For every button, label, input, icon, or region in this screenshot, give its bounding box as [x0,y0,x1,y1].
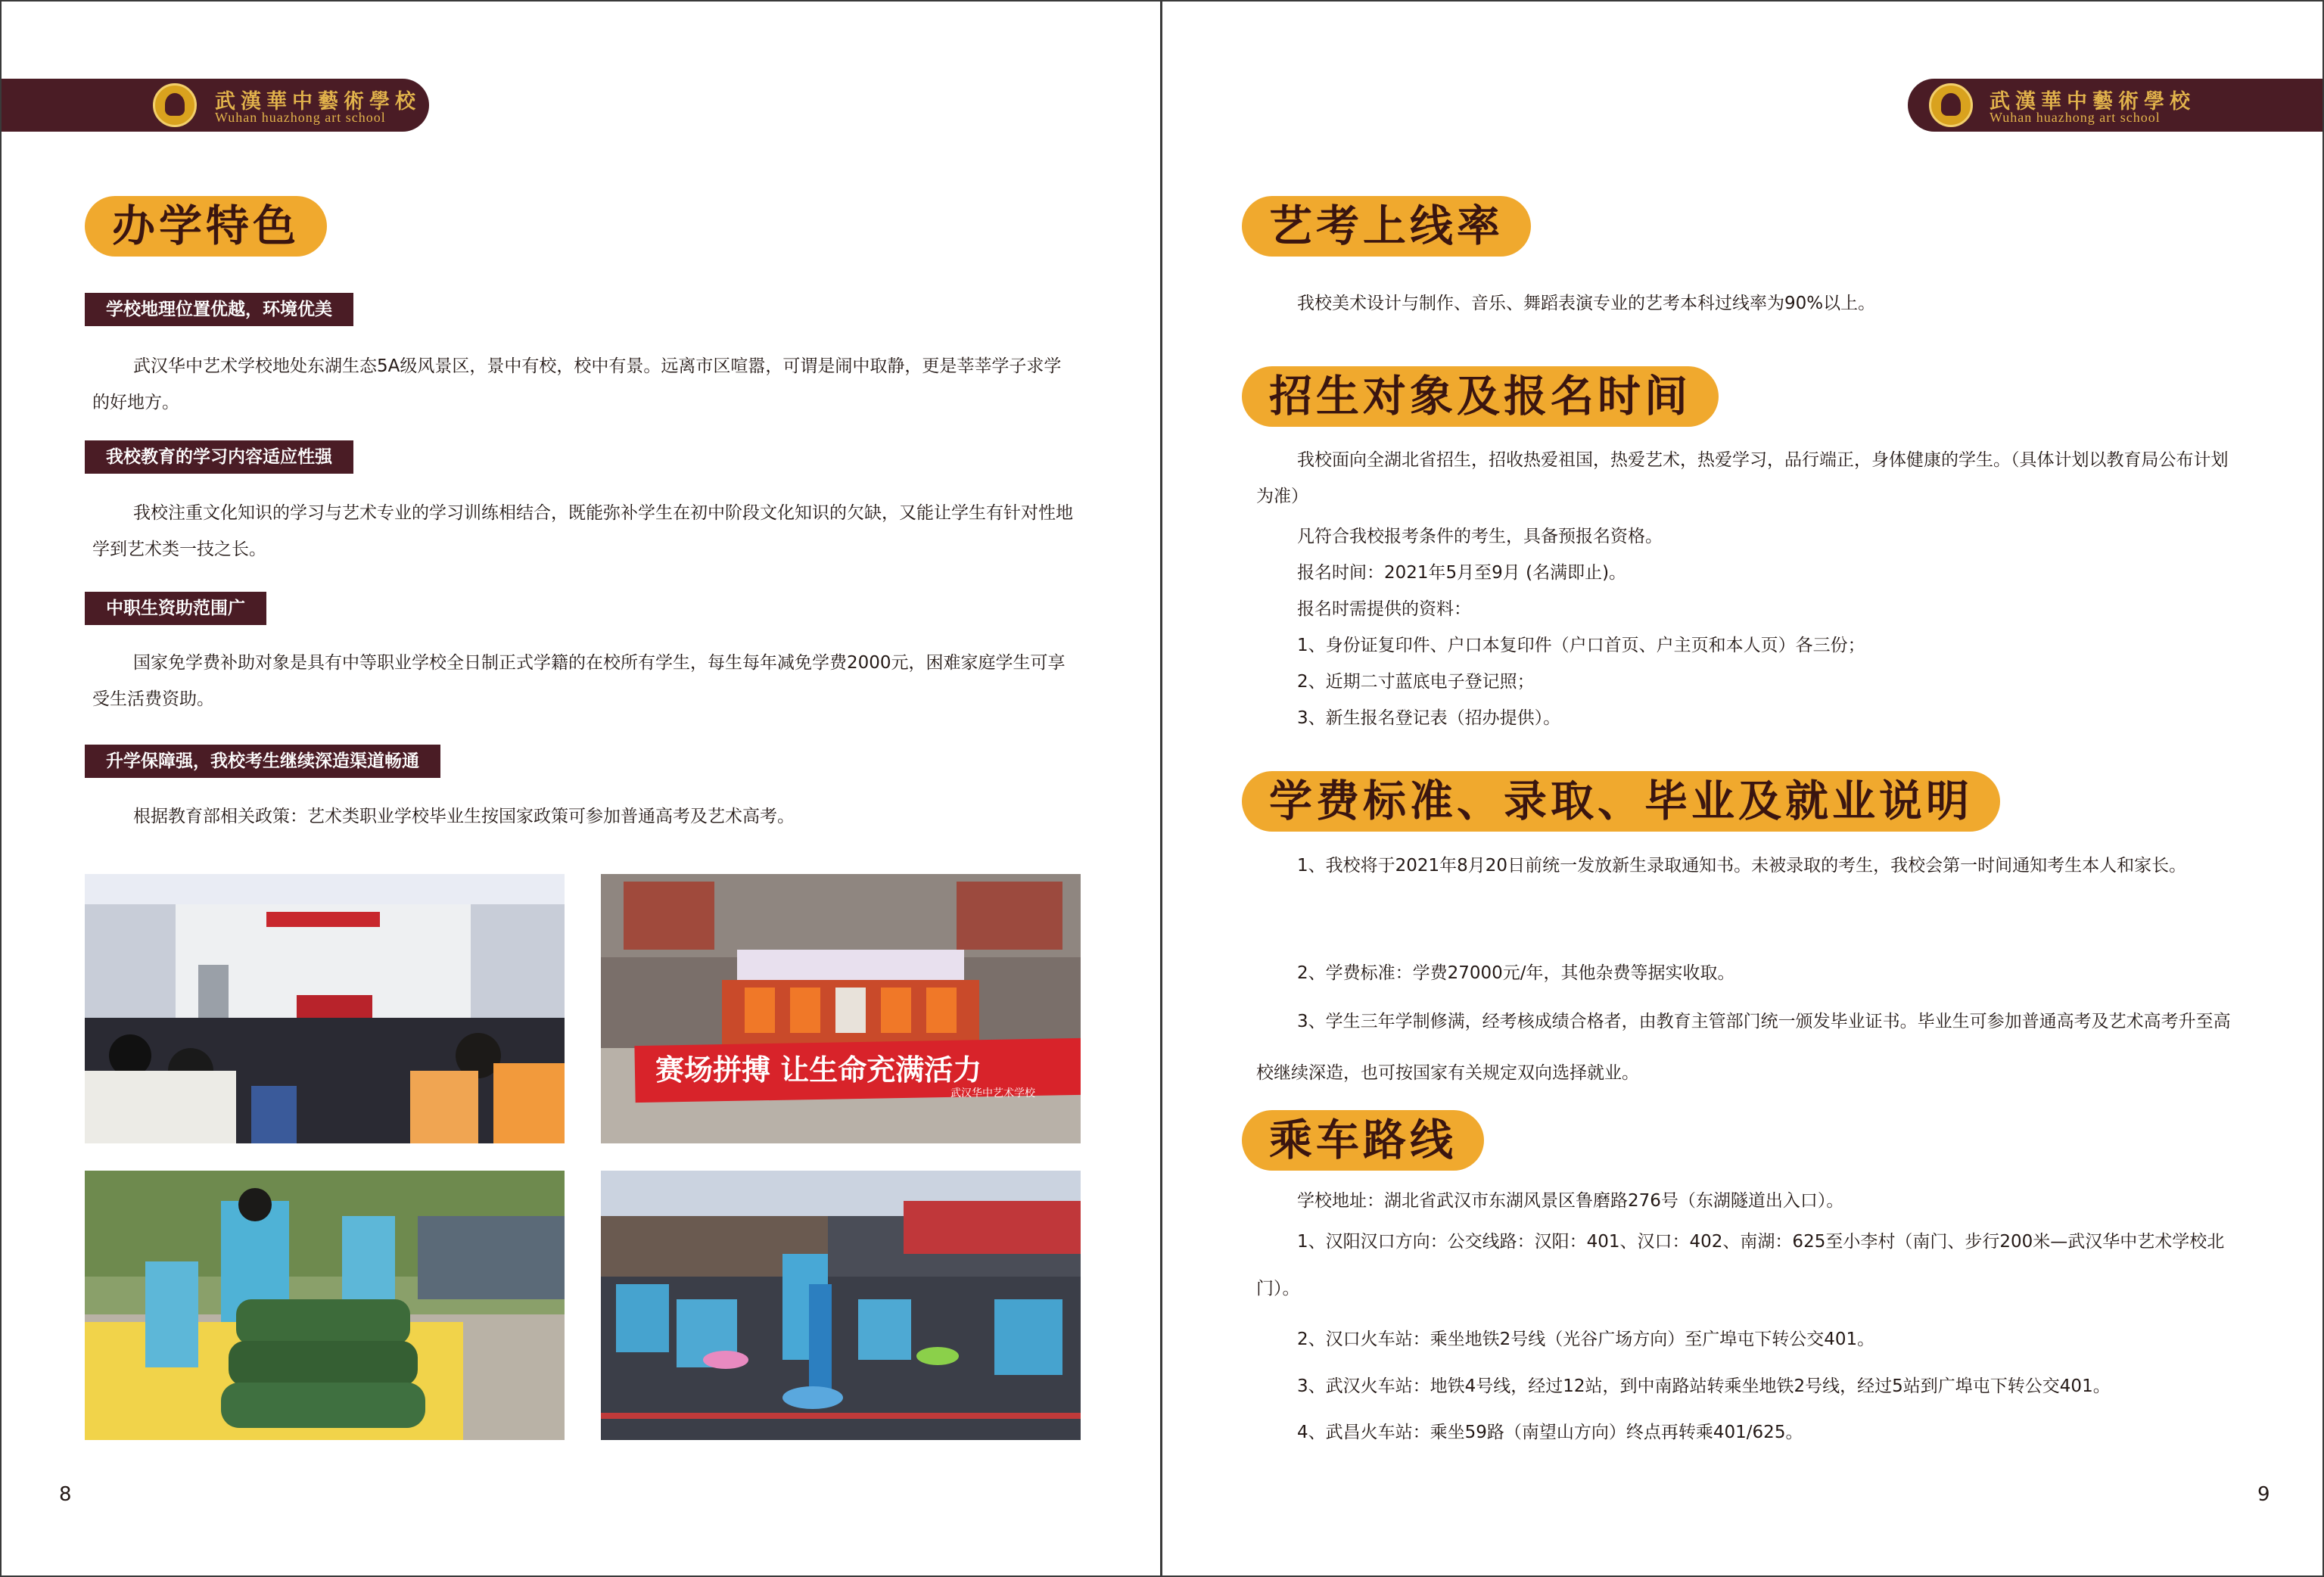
tuition-p3: 3、学生三年学制修满，经考核成绩合格者，由教育主管部门统一颁发毕业证书。毕业生可参加普通高考及艺术高考升至高校继续深造，也可按国家有关规定双向选择就业。 [1256,1012,2231,1083]
photo-competition-group [601,874,1081,1143]
section-title-tuition: 学费标准、录取、毕业及就业说明 [1242,771,2000,832]
school-name-cn: 武漢華中藝術學校 [215,90,421,114]
transport-route-2: 2、汉口火车站：乘坐地铁2号线（光谷广场方向）至广埠屯下转公交401。 [1297,1330,1875,1349]
section-title-transport: 乘车路线 [1242,1110,1484,1171]
school-name-en: Wuhan huazhong art school [1990,110,2161,125]
photo-auditorium [85,874,565,1143]
transport-route-4: 4、武昌火车站：乘坐59路（南望山方向）终点再转乘401/625。 [1297,1423,1803,1442]
feature-tag-3: 中职生资助范围广 [85,592,266,625]
school-name-en: Wuhan huazhong art school [215,110,386,125]
section-title-enrollment: 招生对象及报名时间 [1242,366,1719,427]
feature-text-4: 根据教育部相关政策：艺术类职业学校毕业生按国家政策可参加普通高考及艺术高考。 [133,807,795,826]
feature-tag-2: 我校教育的学习内容适应性强 [85,440,353,474]
feature-text-3: 国家免学费补助对象是具有中等职业学校全日制正式学籍的在校所有学生，每生每年减免学费2000元，困难家庭学生可享受生活费资助。 [92,653,1066,709]
transport-route-1: 1、汉阳汉口方向：公交线路：汉阳：401、汉口：402、南湖：625至小李村（南门、步行200米—武汉华中艺术学校北门）。 [1256,1232,2225,1299]
feature-text-1: 武汉华中艺术学校地处东湖生态5A级风景区，景中有校，校中有景。远离市区喧嚣，可谓是闹中取静，更是莘莘学子求学的好地方。 [92,356,1062,412]
enrollment-intro: 我校面向全湖北省招生，招收热爱祖国，热爱艺术，热爱学习，品行端正，身体健康的学生。（具体计划以教育局公布计划为准） [1256,450,2229,506]
page-number-right: 9 [2257,1483,2270,1506]
banner-subtext: 武汉华中艺术学校 [950,1087,1035,1100]
photo-folding-quilts [85,1171,565,1440]
transport-route-3: 3、武汉火车站：地铁4号线，经过12站，到中南路站转乘坐地铁2号线，经过5站到广埠屯下转公交401。 [1297,1376,2111,1396]
school-logo-icon [1929,83,1973,127]
transport-address: 学校地址：湖北省武汉市东湖风景区鲁磨路276号（东湖隧道出入口）。 [1297,1191,1844,1211]
feature-tag-4: 升学保障强，我校考生继续深造渠道畅通 [85,745,440,778]
tuition-p1: 1、我校将于2021年8月20日前统一发放新生录取通知书。未被录取的考生，我校会第一时间通知考生本人和家长。 [1297,856,2187,876]
tuition-p2: 2、学费标准：学费27000元/年，其他杂费等据实收取。 [1297,963,1735,983]
photo-students-washing [601,1171,1081,1440]
enrollment-line-3: 报名时需提供的资料： [1297,599,1471,619]
school-logo-icon [153,83,197,127]
art-exam-text: 我校美术设计与制作、音乐、舞蹈表演专业的艺考本科过线率为90%以上。 [1297,294,1876,313]
feature-tag-1: 学校地理位置优越，环境优美 [85,293,353,326]
enrollment-line-6: 3、新生报名登记表（招办提供）。 [1297,708,1561,728]
section-title-art-exam: 艺考上线率 [1242,196,1531,257]
enrollment-line-1: 凡符合我校报考条件的考生，具备预报名资格。 [1297,527,1663,546]
feature-text-2: 我校注重文化知识的学习与艺术专业的学习训练相结合，既能弥补学生在初中阶段文化知识的欠缺，又能让学生有针对性地学到艺术类一技之长。 [92,503,1073,559]
right-page [1162,0,2324,1577]
enrollment-line-5: 2、近期二寸蓝底电子登记照； [1297,672,1535,692]
header-band [1908,79,2322,132]
header-band [2,79,429,132]
enrollment-line-2: 报名时间：2021年5月至9月 (名满即止)。 [1297,563,1627,583]
section-title-features: 办学特色 [85,196,327,257]
page-number-left: 8 [59,1483,72,1506]
school-name-cn: 武漢華中藝術學校 [1990,90,2195,114]
banner-text: 赛场拼搏 让生命充满活力 [655,1053,982,1087]
enrollment-line-4: 1、身份证复印件、户口本复印件（户口首页、户主页和本人页）各三份； [1297,636,1865,655]
